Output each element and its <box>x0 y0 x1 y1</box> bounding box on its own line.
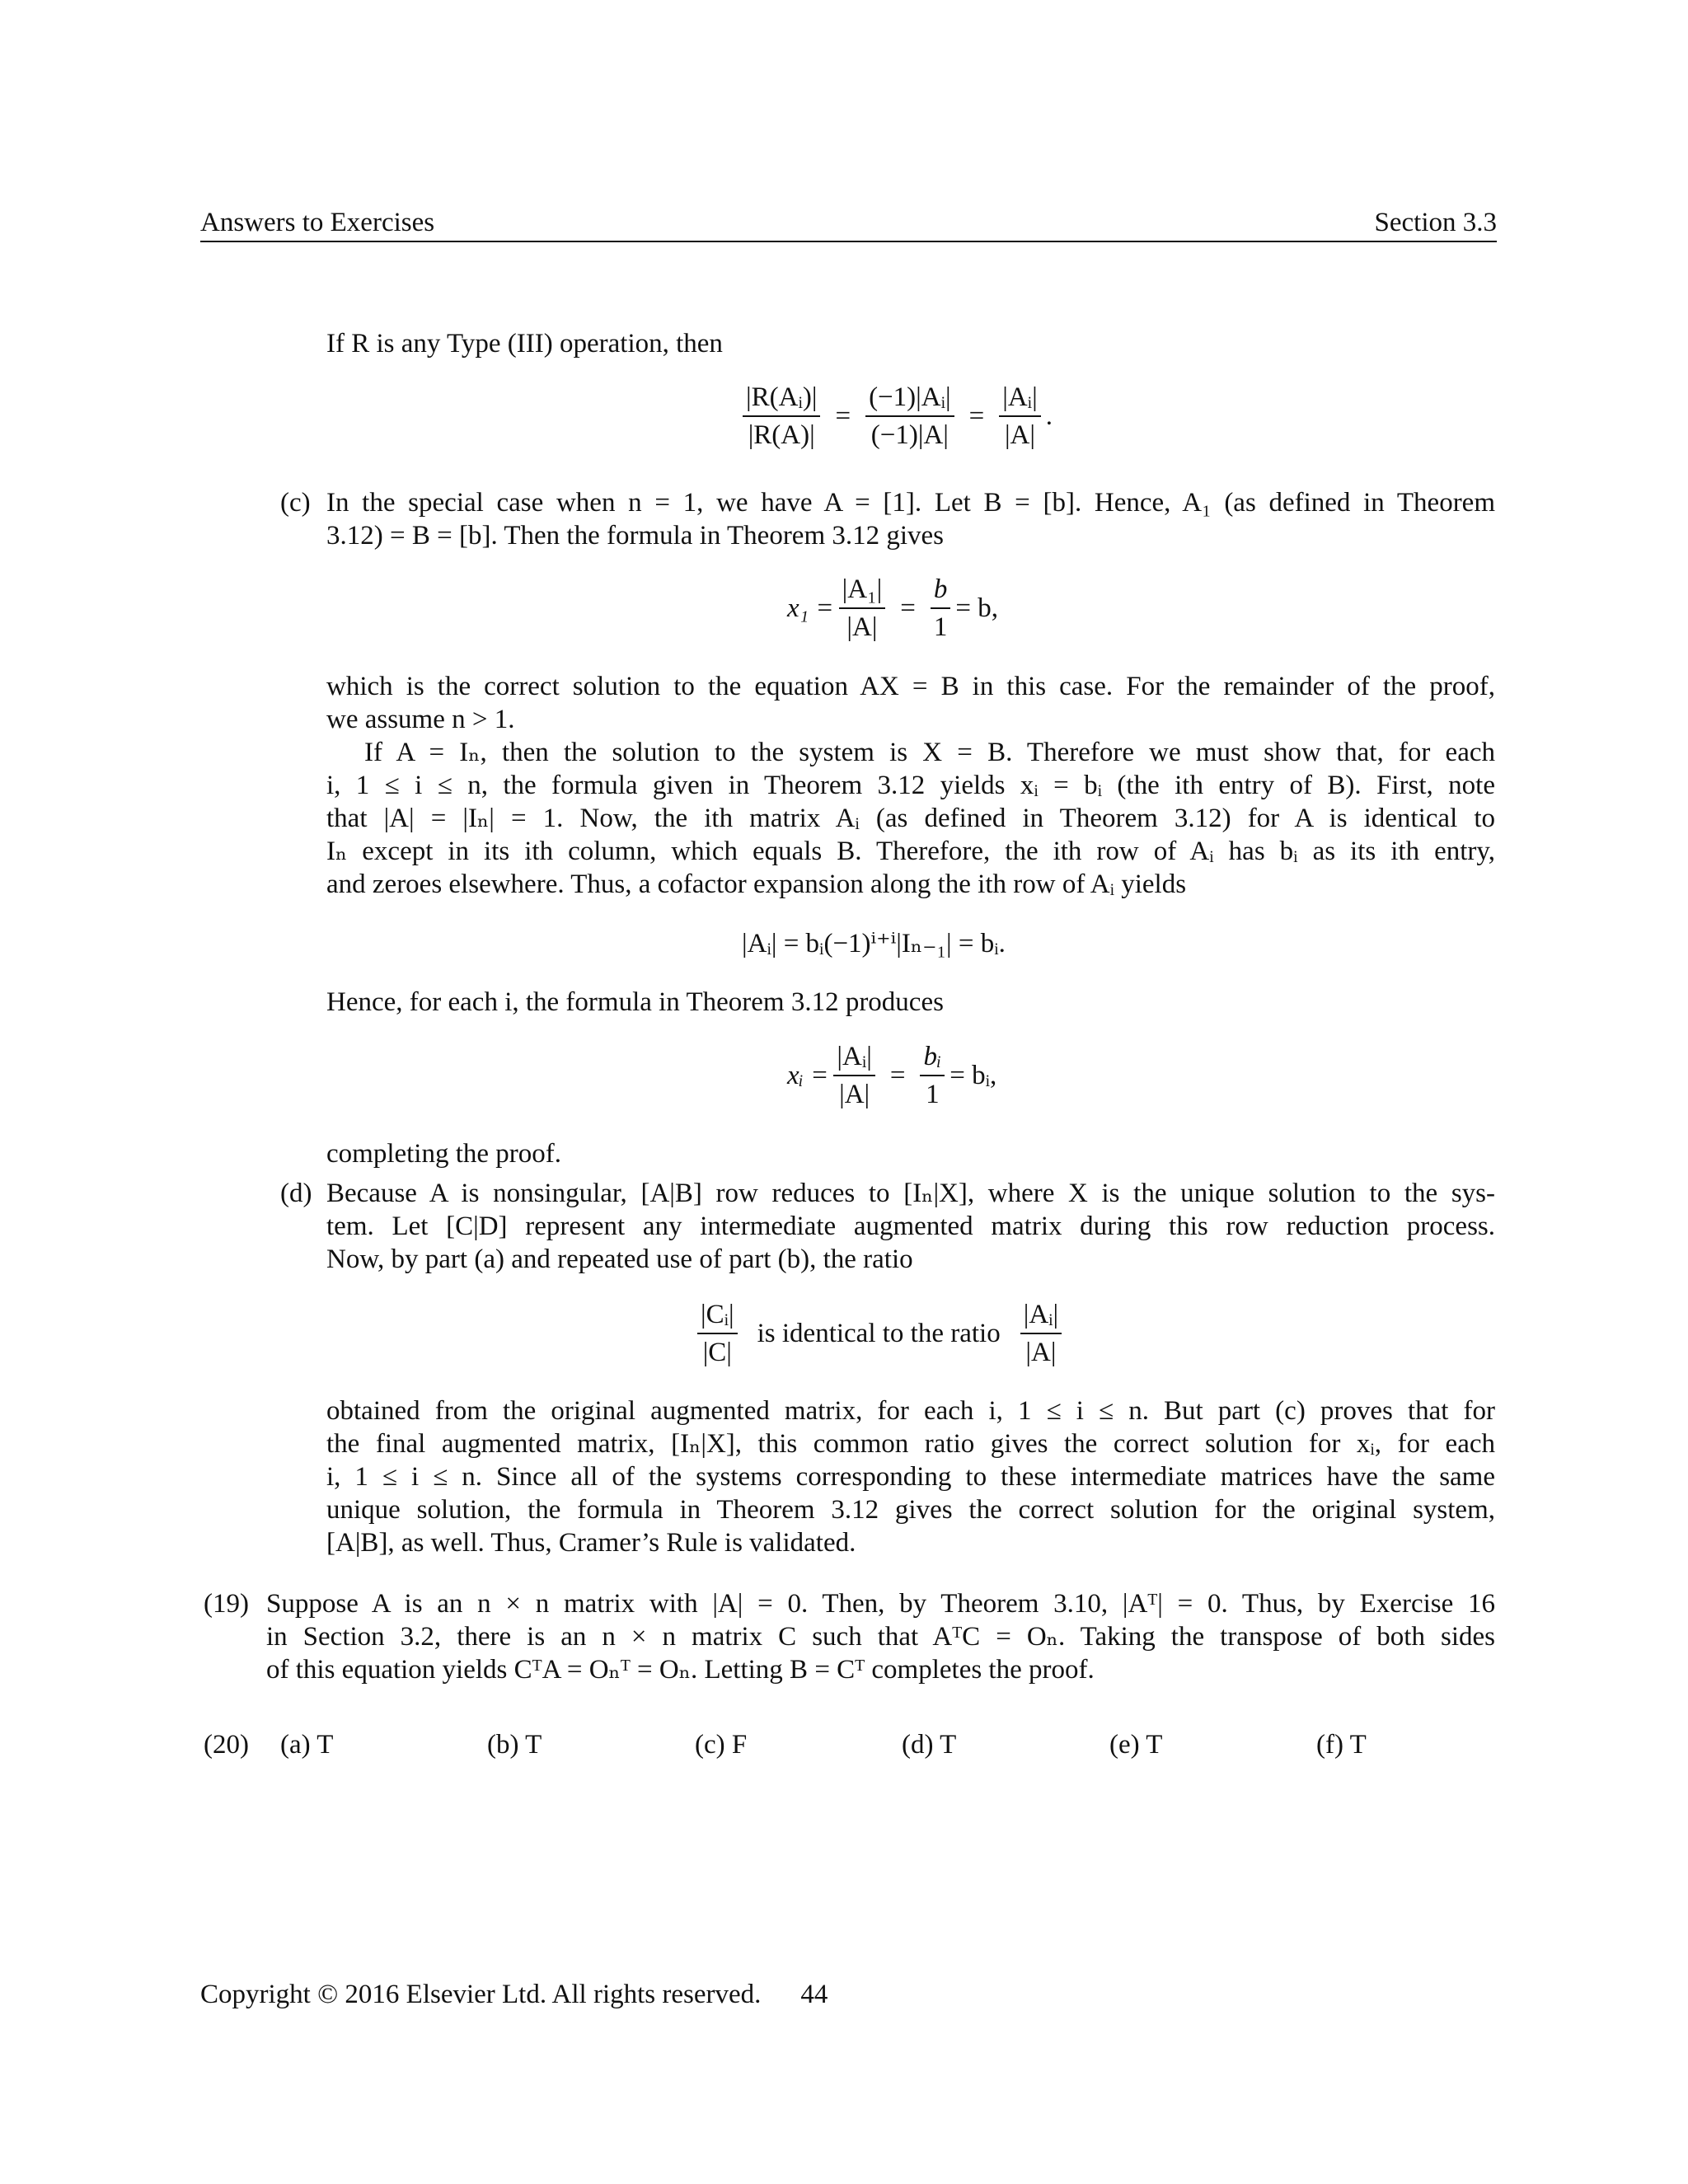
paragraph-line: obtained from the original augmented matrix, for each i, 1 ≤ i ≤ n. But part (c) proves that for <box>326 1396 1495 1426</box>
paragraph-line: the final augmented matrix, [Iₙ|X], this common ratio gives the correct solution for xᵢ, for each <box>326 1429 1495 1459</box>
paragraph-line: Because A is nonsingular, [A|B] row reduces to [Iₙ|X], where X is the unique solution to the sys- <box>326 1179 1495 1208</box>
part-c-label: (c) <box>280 488 311 518</box>
paragraph-line: in Section 3.2, there is an n × n matrix C such that AᵀC = Oₙ. Taking the transpose of both sides <box>266 1622 1495 1652</box>
paragraph-line: tem. Let [C|D] represent any intermediate augmented matrix during this row reduction process. <box>326 1212 1495 1241</box>
paragraph-line: If A = Iₙ, then the solution to the system is X = B. Therefore we must show that, for each <box>364 738 1495 767</box>
answer-d: (d) T <box>902 1730 957 1760</box>
paragraph-line: i, 1 ≤ i ≤ n. Since all of the systems corresponding to these intermediate matrices have the same <box>326 1462 1495 1492</box>
header-rule <box>200 241 1497 242</box>
fraction: $\frac{\text{|A₁|}}{|A|}$ <box>839 573 886 644</box>
paragraph-line: and zeroes elsewhere. Thus, a cofactor expansion along the ith row of Aᵢ yields <box>326 869 1187 899</box>
page-header <box>200 206 1497 242</box>
paragraph-line: that |A| = |Iₙ| = 1. Now, the ith matrix Aᵢ (as defined in Theorem 3.12) for A is identical to <box>326 804 1495 833</box>
paragraph-line: completing the proof. <box>326 1139 562 1169</box>
paragraph-line: Now, by part (a) and repeated use of part (b), the ratio <box>326 1244 913 1274</box>
fraction: $\frac{\text{|R(Aᵢ)|}}{|R(A)|}$ <box>743 381 820 452</box>
fraction: $\frac{b}{1}$ <box>931 573 951 644</box>
paragraph-line: unique solution, the formula in Theorem 3.12 gives the correct solution for the original system, <box>326 1495 1495 1525</box>
equation-cofactor: |Aᵢ| = bᵢ(−1)ⁱ⁺ⁱ|Iₙ₋₁| = bᵢ. <box>742 929 1006 958</box>
paragraph-line: Suppose A is an n × n matrix with |A| = 0. Then, by Theorem 3.10, |Aᵀ| = 0. Thus, by Exercise 16 <box>266 1589 1495 1619</box>
exercise-20-label: (20) <box>204 1730 249 1760</box>
equation-xi: xᵢ = $\frac{\text{|Aᵢ|}}{|A|}$ = $\frac{\text{bᵢ}}{1}$ = bᵢ, <box>787 1042 997 1109</box>
equation-x1: x₁ = $\frac{\text{|A₁|}}{|A|}$ = $\frac{b}{1}$ = b, <box>787 574 998 642</box>
paragraph-line: Iₙ except in its ith column, which equals B. Therefore, the ith row of Aᵢ has bᵢ as its ith entry, <box>326 837 1495 866</box>
equation-ratio-identical: $\frac{\text{|Cᵢ|}}{|C|}$ is identical to the ratio $\frac{\text{|Aᵢ|}}{|A|}$ <box>692 1298 1067 1369</box>
fraction: $\frac{\text{|Aᵢ|}}{|A|}$ <box>1020 1298 1062 1369</box>
paragraph-line: of this equation yields CᵀA = Oₙᵀ = Oₙ. Letting B = Cᵀ completes the proof. <box>266 1655 1095 1685</box>
fraction: $\frac{\text{|Aᵢ|}}{|A|}$ <box>999 381 1040 452</box>
fraction: $\frac{\text{|Aᵢ|}}{|A|}$ <box>833 1040 874 1111</box>
part-b-intro: If R is any Type (III) operation, then <box>326 329 723 359</box>
fraction: $\frac{\text{bᵢ}}{1}$ <box>920 1040 945 1111</box>
answer-c: (c) F <box>695 1730 748 1760</box>
exercise-19-label: (19) <box>204 1589 249 1619</box>
paragraph-line: Hence, for each i, the formula in Theorem 3.12 produces <box>326 987 944 1017</box>
paragraph-line: i, 1 ≤ i ≤ n, the formula given in Theorem 3.12 yields xᵢ = bᵢ (the ith entry of B). First, note <box>326 771 1495 800</box>
page-number: 44 <box>800 1980 828 2009</box>
header-right: Section 3.3 <box>1374 208 1497 237</box>
paragraph-line: [A|B], as well. Thus, Cramer’s Rule is validated. <box>326 1528 856 1558</box>
answer-b: (b) T <box>487 1730 542 1760</box>
paragraph-line: 3.12) = B = [b]. Then the formula in Theorem 3.12 gives <box>326 521 945 551</box>
part-d-label: (d) <box>280 1179 312 1208</box>
paragraph-line: which is the correct solution to the equation AX = B in this case. For the remainder of the proof, <box>326 672 1495 701</box>
paragraph-line: In the special case when n = 1, we have A = [1]. Let B = [b]. Hence, A₁ (as defined in Theorem <box>326 488 1495 518</box>
answer-e: (e) T <box>1109 1730 1163 1760</box>
page-footer <box>200 1978 828 2011</box>
fraction: $\frac{\text{|Cᵢ|}}{|C|}$ <box>697 1298 738 1369</box>
answer-f: (f) T <box>1316 1730 1367 1760</box>
paragraph-line: we assume n > 1. <box>326 705 515 734</box>
header-left: Answers to Exercises <box>200 208 435 237</box>
copyright-text: Copyright © 2016 Elsevier Ltd. All rights reserved. <box>200 1980 762 2009</box>
answer-a: (a) T <box>280 1730 334 1760</box>
fraction: $\frac{\text{(−1)|Aᵢ|}}{(-1)|A|}$ <box>865 381 954 452</box>
equation-type3-ratio: $\frac{\text{|R(Aᵢ)|}}{|R(A)|}$ = $\frac{\text{(−1)|Aᵢ|}}{(-1)|A|}$ = $\frac{\text{|Aᵢ|}}{|A|}$ . <box>738 381 1053 452</box>
